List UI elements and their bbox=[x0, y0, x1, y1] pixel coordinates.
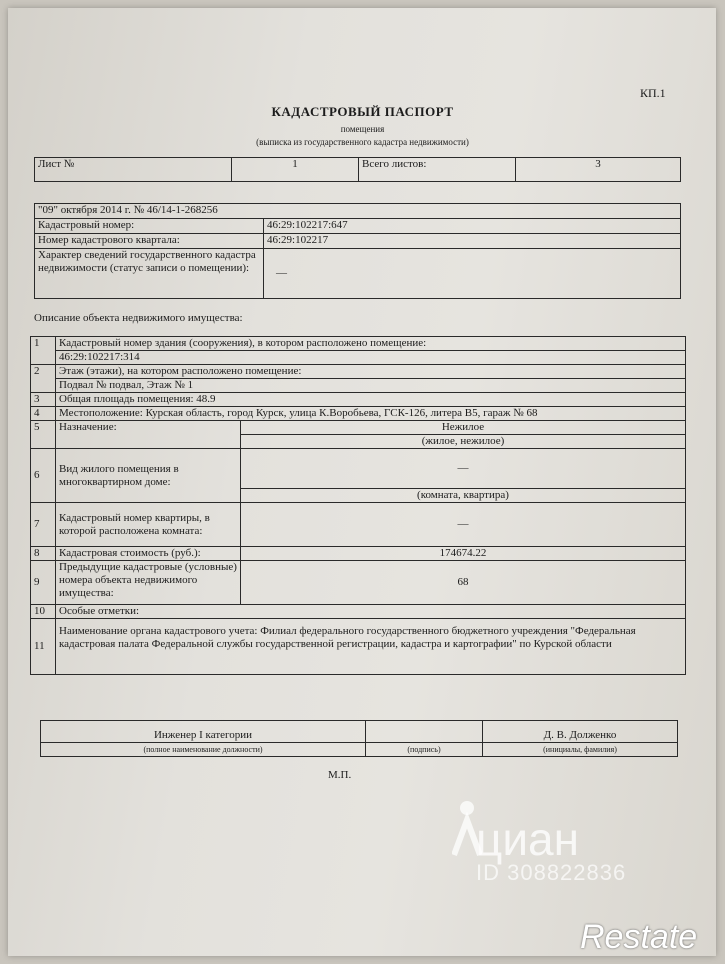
purpose-label: Назначение: bbox=[56, 421, 241, 449]
position-hint: (полное наименование должности) bbox=[41, 743, 366, 757]
position-name: Инженер I категории bbox=[41, 721, 366, 743]
row-number: 7 bbox=[31, 503, 56, 547]
floor-label: Этаж (этажи), на котором расположено помещение: bbox=[56, 365, 686, 379]
building-number-label: Кадастровый номер здания (сооружения), в котором расположено помещение: bbox=[56, 337, 686, 351]
previous-numbers-value: 68 bbox=[241, 561, 686, 605]
row-number: 2 bbox=[31, 365, 56, 393]
stamp-place: М.П. bbox=[328, 769, 352, 781]
row-number: 9 bbox=[31, 561, 56, 605]
special-notes-label: Особые отметки: bbox=[56, 605, 686, 619]
building-number-value: 46:29:102217:314 bbox=[56, 351, 686, 365]
dwelling-type-hint: (комната, квартира) bbox=[241, 489, 686, 503]
signature-hint: (подпись) bbox=[366, 743, 483, 757]
area-label: Общая площадь помещения: 48.9 bbox=[56, 393, 686, 407]
quarter-value: 46:29:102217 bbox=[264, 234, 681, 249]
cadastral-number-value: 46:29:102217:647 bbox=[264, 219, 681, 234]
status-value: — bbox=[264, 249, 681, 299]
sheet-label: Лист № bbox=[35, 158, 232, 182]
apartment-number-value: — bbox=[241, 503, 686, 547]
total-sheets-label: Всего листов: bbox=[359, 158, 516, 182]
signature-table bbox=[40, 720, 678, 757]
info-table bbox=[34, 203, 681, 299]
row-number: 6 bbox=[31, 449, 56, 503]
cadastral-value-label: Кадастровая стоимость (руб.): bbox=[56, 547, 241, 561]
purpose-hint: (жилое, нежилое) bbox=[241, 435, 686, 449]
row-number: 1 bbox=[31, 337, 56, 365]
restate-logo: Restate bbox=[580, 918, 698, 956]
name-hint: (инициалы, фамилия) bbox=[483, 743, 678, 757]
previous-numbers-label: Предыдущие кадастровые (условные) номера объекта недвижимого имущества: bbox=[56, 561, 241, 605]
row-number: 11 bbox=[31, 619, 56, 675]
watermark-id: ID 308822836 bbox=[476, 860, 627, 885]
cadastral-authority-label: Наименование органа кадастрового учета: Филиал федерального государственного бюджетного учреждения "Федеральная кадастровая палата Федеральной службы государственной регистрации, кадастра и картографии" по Курской области bbox=[56, 619, 686, 675]
status-label: Характер сведений государственного кадастра недвижимости (статус записи о помещении): bbox=[35, 249, 264, 299]
sheet-value: 1 bbox=[232, 158, 359, 182]
description-title: Описание объекта недвижимого имущества: bbox=[34, 312, 243, 324]
dwelling-type-value: — bbox=[241, 449, 686, 489]
row-number: 10 bbox=[31, 605, 56, 619]
purpose-value: Нежилое bbox=[241, 421, 686, 435]
signer-name: Д. В. Долженко bbox=[483, 721, 678, 743]
date-line: "09" октября 2014 г. № 46/14-1-268256 bbox=[35, 204, 681, 219]
cadastral-number-label: Кадастровый номер: bbox=[35, 219, 264, 234]
document-title: КАДАСТРОВЫЙ ПАСПОРТ bbox=[271, 104, 454, 119]
sheet-table bbox=[34, 157, 681, 182]
row-number: 4 bbox=[31, 407, 56, 421]
watermark-brand: циан bbox=[476, 813, 580, 865]
signature-field bbox=[366, 721, 483, 743]
row-number: 5 bbox=[31, 421, 56, 449]
apartment-number-label: Кадастровый номер квартиры, в которой расположена комната: bbox=[56, 503, 241, 547]
document-subtitle: помещения bbox=[340, 124, 385, 134]
form-code: КП.1 bbox=[640, 86, 666, 100]
quarter-label: Номер кадастрового квартала: bbox=[35, 234, 264, 249]
document-subtitle-note: (выписка из государственного кадастра недвижимости) bbox=[256, 137, 469, 147]
description-table bbox=[30, 336, 686, 675]
row-number: 8 bbox=[31, 547, 56, 561]
cadastral-value: 174674.22 bbox=[241, 547, 686, 561]
total-sheets-value: 3 bbox=[516, 158, 681, 182]
dwelling-type-label: Вид жилого помещения в многоквартирном доме: bbox=[56, 449, 241, 503]
floor-value: Подвал № подвал, Этаж № 1 bbox=[56, 379, 686, 393]
row-number: 3 bbox=[31, 393, 56, 407]
location-label: Местоположение: Курская область, город Курск, улица К.Воробьева, ГСК-126, литера В5, гараж № 68 bbox=[56, 407, 686, 421]
